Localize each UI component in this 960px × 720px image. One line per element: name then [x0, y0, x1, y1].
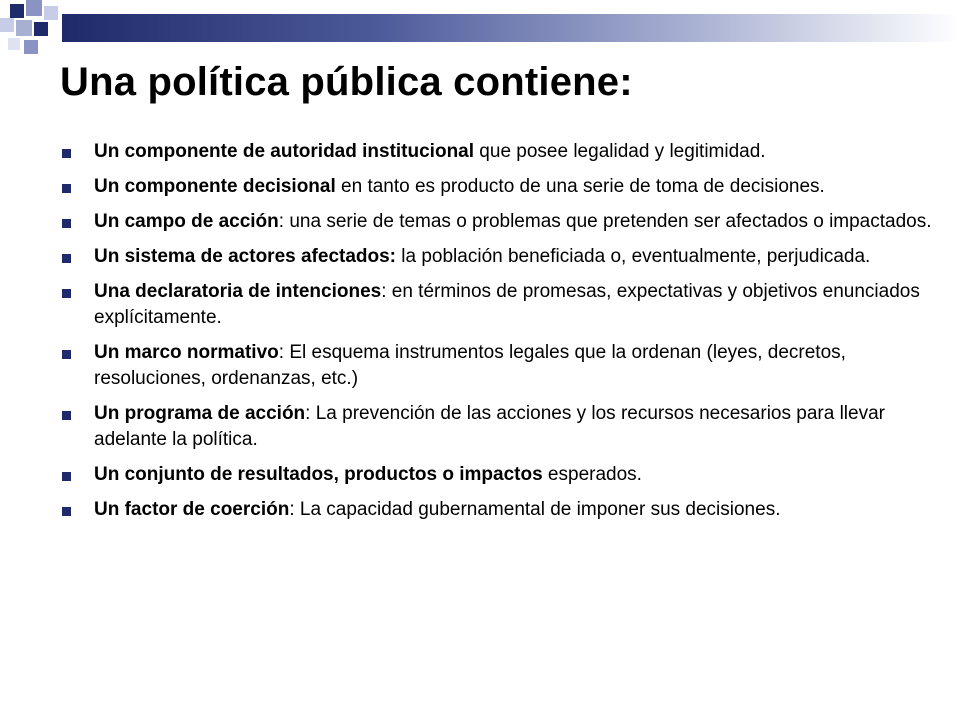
item-bold-text: Un conjunto de resultados, productos o impactos	[94, 464, 543, 485]
list-item	[60, 340, 940, 392]
item-text: : La capacidad gubernamental de imponer sus decisiones.	[289, 499, 781, 520]
decor-square	[34, 22, 48, 36]
list-item	[60, 209, 940, 235]
decor-square	[26, 0, 42, 16]
slide-title: Una política pública contiene:	[60, 60, 633, 104]
square-bullet-icon	[62, 472, 71, 481]
square-bullet-icon	[62, 184, 71, 193]
item-bold-text: Un sistema de actores afectados:	[94, 246, 397, 267]
item-text: esperados.	[542, 464, 642, 485]
item-text: : una serie de temas o problemas que pretenden ser afectados o impactados.	[278, 211, 932, 232]
item-text: la población beneficiada o, eventualmente, perjudicada.	[396, 246, 871, 267]
item-bold-text: Un factor de coerción	[94, 499, 290, 520]
square-bullet-icon	[62, 350, 71, 359]
item-bold-text: Un marco normativo	[94, 342, 279, 363]
decor-square	[10, 4, 24, 18]
header-decoration	[0, 0, 960, 60]
list-item	[60, 174, 940, 200]
list-item	[60, 279, 940, 331]
decor-square	[24, 40, 38, 54]
square-bullet-icon	[62, 507, 71, 516]
list-item	[60, 244, 940, 270]
list-item	[60, 497, 940, 523]
square-bullet-icon	[62, 254, 71, 263]
item-text: que posee legalidad y legitimidad.	[474, 141, 766, 162]
list-item	[60, 462, 940, 488]
item-bold-text: Un componente decisional	[94, 176, 336, 197]
item-bold-text: Un componente de autoridad institucional	[94, 141, 475, 162]
square-bullet-icon	[62, 149, 71, 158]
decor-square	[44, 6, 58, 20]
item-bold-text: Una declaratoria de intenciones	[94, 281, 382, 302]
square-bullet-icon	[62, 411, 71, 420]
item-text: : La prevención de las acciones y los recursos necesarios para llevar adelante la política.	[94, 403, 885, 450]
square-bullet-icon	[62, 219, 71, 228]
item-bold-text: Un programa de acción	[94, 403, 306, 424]
square-bullet-icon	[62, 289, 71, 298]
list-item	[60, 139, 940, 165]
item-text: : en términos de promesas, expectativas y objetivos enunciados explícitamente.	[94, 281, 920, 328]
decor-square	[16, 20, 32, 36]
header-gradient-bar	[62, 14, 960, 42]
decor-square	[8, 38, 20, 50]
decor-square	[0, 18, 14, 32]
item-text: en tanto es producto de una serie de toma de decisiones.	[335, 176, 825, 197]
list-item	[60, 401, 940, 453]
bullet-list	[60, 139, 940, 532]
item-text: : El esquema instrumentos legales que la ordenan (leyes, decretos, resoluciones, ordenanzas, etc.)	[94, 342, 846, 389]
item-bold-text: Un campo de acción	[94, 211, 279, 232]
